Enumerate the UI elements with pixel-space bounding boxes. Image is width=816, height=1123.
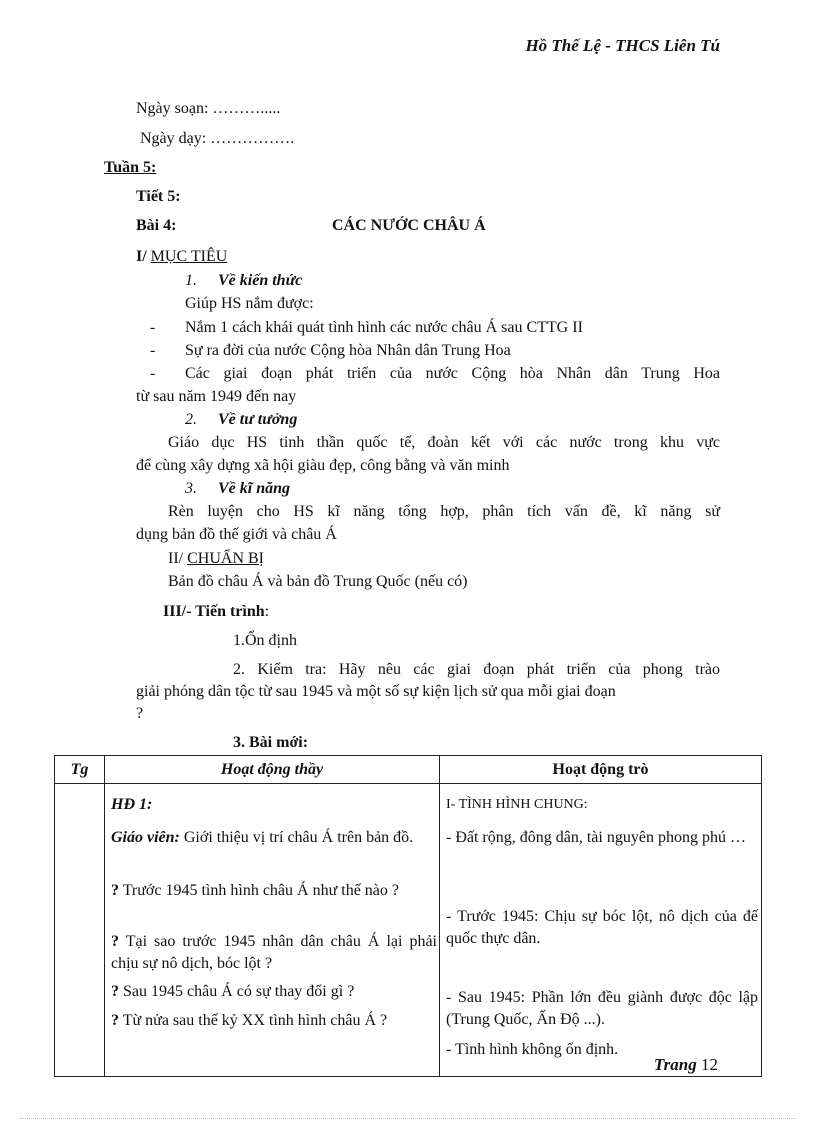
muc-tieu-heading	[136, 248, 227, 266]
ki-nang-line-2: dụng bản đồ thế giới và châu Á	[136, 526, 337, 543]
chuan-bi-prefix: II/	[168, 550, 188, 567]
gv-intro	[111, 827, 437, 849]
bullet-dash: -	[150, 342, 156, 359]
page-header: Hồ Thế Lệ - THCS Liên Tú	[525, 36, 720, 55]
table-header-row	[55, 756, 762, 784]
bullet-3-cont: từ sau năm 1949 đến nay	[136, 388, 297, 405]
lesson-title: CÁC NƯỚC CHÂU Á	[332, 217, 486, 234]
tien-trinh-heading	[163, 603, 269, 621]
kien-thuc-title: Về kiến thức	[218, 272, 303, 289]
student-item: - Tình hình không ổn định.	[446, 1041, 619, 1058]
bullet-dash: -	[150, 365, 156, 382]
tien-trinh-label: III/- Tiến trình	[163, 603, 265, 620]
page-number: 12	[701, 1055, 718, 1074]
col-hoat-dong-tro: Hoạt động trò	[440, 756, 762, 784]
teacher-cell	[105, 784, 440, 1077]
chuan-bi-text: Bản đồ châu Á và bản đồ Trung Quốc (nếu có)	[168, 573, 468, 590]
tg-cell	[55, 784, 105, 1077]
question-4: ? Từ nửa sau thế kỷ XX tình hình châu Á ?	[111, 1012, 388, 1029]
muc-tieu-prefix: I/	[136, 248, 151, 265]
kiem-tra-line-1: 2. Kiểm tra: Hãy nêu các giai đoạn phát triển của phong trào	[233, 661, 720, 678]
student-heading: I- TÌNH HÌNH CHUNG:	[446, 797, 588, 812]
question-mark: ?	[111, 1012, 119, 1029]
bullet-dash: -	[150, 319, 156, 336]
ki-nang-line-1: Rèn luyện cho HS kĩ năng tổng hợp, phân tích vấn đề, kĩ năng sử	[168, 503, 720, 520]
giup-hs: Giúp HS nắm được:	[185, 295, 314, 312]
tiet-label: Tiết 5:	[136, 188, 181, 205]
tu-tuong-line-2: để cùng xây dựng xã hội giàu đẹp, công bằng và văn minh	[136, 457, 510, 474]
muc-tieu-label: MỤC TIÊU	[150, 248, 228, 265]
question-2: ? Tại sao trước 1945 nhân dân châu Á lại phải chịu sự nô dịch, bóc lột ?	[111, 933, 437, 972]
tuan-label: Tuần 5:	[104, 159, 157, 176]
kiem-tra-line-2: giải phóng dân tộc từ sau 1945 và một số sự kiện lịch sử qua mỗi giai đoạn	[136, 683, 616, 700]
bullet-3: Các giai đoạn phát triển của nước Cộng hòa Nhân dân Trung Hoa	[185, 365, 720, 382]
gv-label: Giáo viên:	[111, 829, 180, 846]
gv-text: Giới thiệu vị trí châu Á trên bản đồ.	[179, 829, 414, 846]
question-mark: ?	[111, 882, 119, 899]
student-item: - Sau 1945: Phần lớn đều giành được độc lập (Trung Quốc, Ấn Độ ...).	[446, 989, 758, 1028]
tu-tuong-title: Về tư tưởng	[218, 411, 298, 428]
col-hoat-dong-thay: Hoạt động thầy	[105, 756, 440, 784]
kiem-tra-line-3: ?	[136, 705, 144, 722]
kien-thuc-num: 1.	[185, 272, 197, 289]
on-dinh: 1.Ổn định	[233, 632, 297, 649]
footer-label: Trang	[653, 1055, 697, 1074]
chuan-bi-label: CHUẨN BỊ	[187, 550, 264, 567]
question-3: ? Sau 1945 châu Á có sự thay đổi gì ?	[111, 983, 355, 1000]
ngay-day: Ngày dạy: …………….	[140, 130, 295, 147]
chuan-bi-heading	[168, 550, 264, 568]
student-item: - Trước 1945: Chịu sự bóc lột, nô dịch của đế quốc thực dân.	[446, 908, 758, 947]
bottom-dotted-rule	[20, 1118, 796, 1119]
tu-tuong-line-1: Giáo dục HS tinh thần quốc tế, đoàn kết với các nước trong khu vực	[168, 434, 720, 451]
page-footer	[654, 1055, 718, 1075]
tu-tuong-num: 2.	[185, 411, 197, 428]
question-mark: ?	[111, 983, 119, 1000]
bai-label: Bài 4:	[136, 217, 177, 234]
question-mark: ?	[111, 933, 119, 950]
table-row	[55, 784, 762, 1077]
bullet-2: Sự ra đời của nước Cộng hòa Nhân dân Trung Hoa	[185, 342, 511, 359]
lesson-table	[54, 755, 762, 1077]
question-1: ? Trước 1945 tình hình châu Á như thế nào ?	[111, 882, 399, 899]
ngay-soan: Ngày soạn: ……….....	[136, 100, 281, 117]
student-cell	[440, 784, 762, 1077]
ki-nang-num: 3.	[185, 480, 197, 497]
tien-trinh-colon: :	[264, 603, 270, 620]
hd-label: HĐ 1:	[111, 796, 153, 813]
bullet-1: Nắm 1 cách khái quát tình hình các nước châu Á sau CTTG II	[185, 319, 583, 336]
col-tg: Tg	[55, 756, 105, 784]
bai-moi: 3. Bài mới:	[233, 734, 309, 751]
ki-nang-title: Về kĩ năng	[218, 480, 291, 497]
student-item: - Đất rộng, đông dân, tài nguyên phong phú …	[446, 829, 746, 846]
